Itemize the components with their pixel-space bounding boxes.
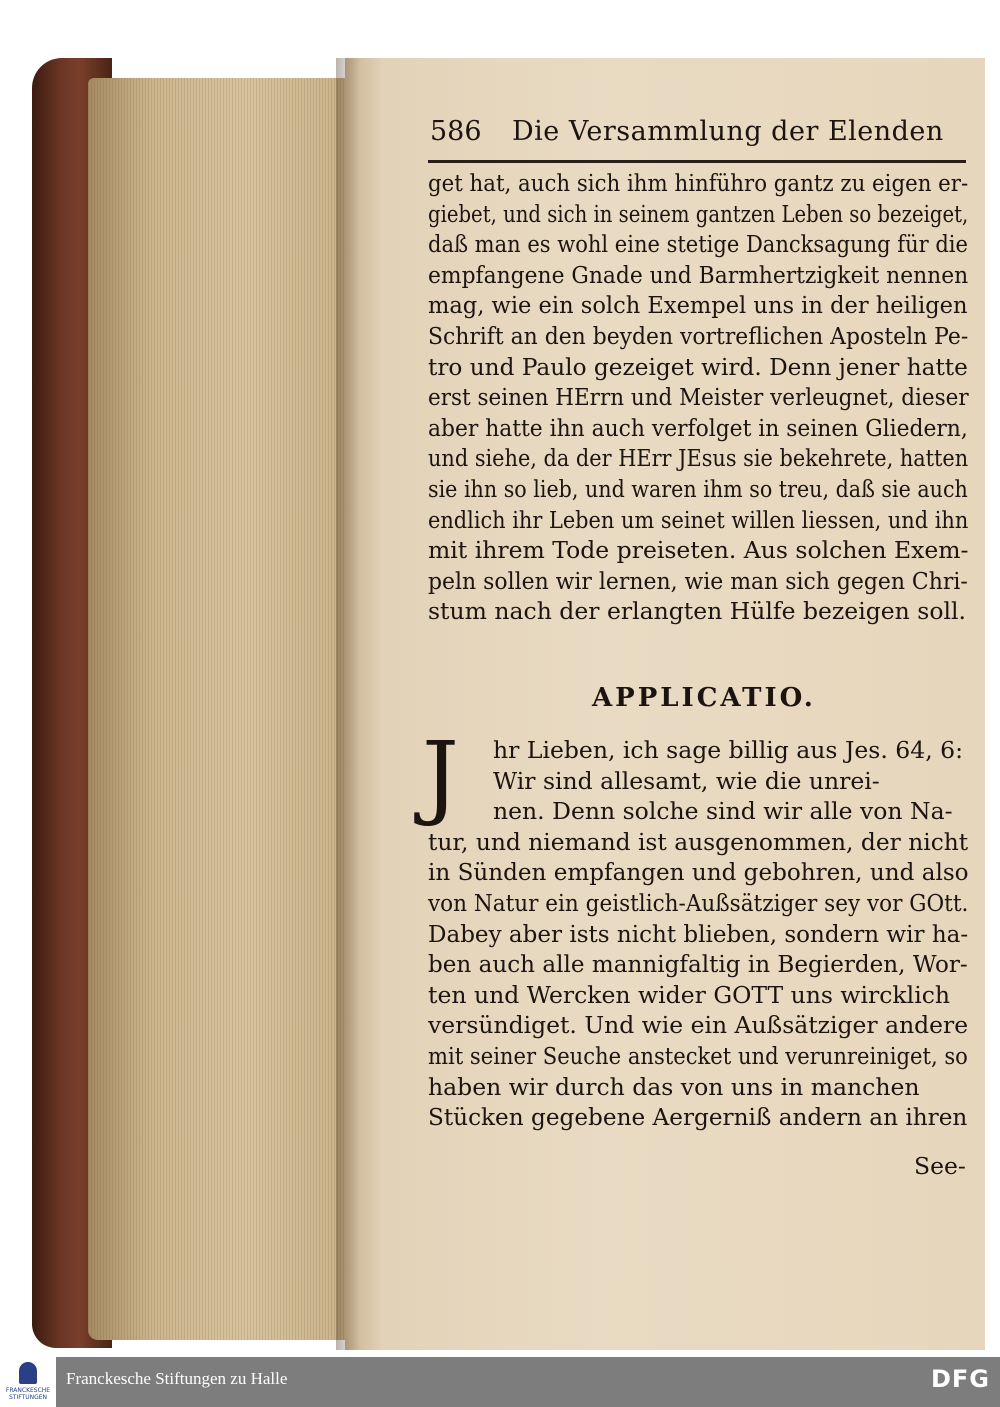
running-head: Die Versammlung der Elenden bbox=[512, 116, 944, 147]
text-line: haben wir durch das von uns in manchen bbox=[428, 1072, 920, 1101]
text-line: erst seinen HErrn und Meister verleugnet, dieser bbox=[428, 383, 969, 412]
text-line: nen. Denn solche sind wir alle von Na- bbox=[493, 797, 953, 826]
page-number: 586 bbox=[430, 116, 482, 147]
application-text bbox=[428, 735, 968, 1133]
page-edges bbox=[88, 78, 350, 1340]
text-line: in Sünden empfangen und gebohren, und also bbox=[428, 858, 969, 887]
body-text bbox=[428, 168, 968, 627]
header-rule bbox=[428, 160, 966, 163]
text-line: peln sollen wir lernen, wie man sich gegen Chri- bbox=[428, 566, 968, 595]
text-line: mit seiner Seuche anstecket und verunreiniget, so bbox=[428, 1041, 968, 1070]
text-line: hr Lieben, ich sage billig aus Jes. 64, 6: bbox=[493, 736, 963, 764]
dfg-logo[interactable]: DFG bbox=[930, 1365, 990, 1393]
text-line: von Natur ein geistlich-Außsätziger sey vor GOtt. bbox=[428, 888, 969, 917]
building-icon bbox=[19, 1362, 37, 1384]
text-line: tro und Paulo gezeiget wird. Denn jener hatte bbox=[428, 352, 968, 381]
institution-name[interactable]: Franckesche Stiftungen zu Halle bbox=[66, 1369, 288, 1388]
footer-bar bbox=[0, 1357, 1000, 1407]
text-line: giebet, und sich in seinem gantzen Leben so bezeiget, bbox=[428, 199, 969, 228]
text-line: mit ihrem Tode preiseten. Aus solchen Exem- bbox=[428, 536, 969, 565]
logo-text: FRANCKESCHE STIFTUNGEN bbox=[5, 1387, 51, 1401]
text-line: empfangene Gnade und Barmhertzigkeit nennen bbox=[428, 260, 969, 289]
page-gutter bbox=[336, 58, 360, 1350]
text-line: Schrift an den beyden vortreflichen Aposteln Pe- bbox=[428, 321, 969, 350]
text-line: und siehe, da der HErr JEsus sie bekehrete, hatten bbox=[428, 444, 969, 473]
section-heading: APPLICATIO. bbox=[592, 683, 816, 713]
text-line: ten und Wercken wider GOTT uns wircklich bbox=[428, 980, 951, 1009]
text-line: Stücken gegebene Aergerniß andern an ihren bbox=[428, 1103, 968, 1132]
text-line: versündiget. Und wie ein Außsätziger andere bbox=[428, 1011, 969, 1040]
catchword: See- bbox=[914, 1152, 966, 1180]
text-line: get hat, auch sich ihm hinführo gantz zu eigen er- bbox=[428, 169, 969, 197]
institution-logo[interactable] bbox=[0, 1357, 56, 1407]
text-line: endlich ihr Leben um seinet willen liessen, und ihn bbox=[428, 505, 969, 534]
text-line: ben auch alle mannigfaltig in Begierden, Wor- bbox=[428, 950, 968, 979]
text-line: aber hatte ihn auch verfolget in seinen Gliedern, bbox=[428, 413, 968, 442]
text-line: daß man es wohl eine stetige Dancksagung für die bbox=[428, 230, 968, 259]
text-line: Wir sind allesamt, wie die unrei- bbox=[493, 766, 880, 795]
text-line: stum nach der erlangten Hülfe bezeigen soll. bbox=[428, 597, 966, 626]
text-line: mag, wie ein solch Exempel uns in der heiligen bbox=[428, 291, 968, 320]
text-line: sie ihn so lieb, und waren ihm so treu, daß sie auch bbox=[428, 474, 968, 503]
text-line: Dabey aber ists nicht blieben, sondern wir ha- bbox=[428, 919, 969, 948]
drop-cap: J bbox=[422, 722, 459, 829]
text-line: tur, und niemand ist ausgenommen, der nicht bbox=[428, 827, 969, 856]
